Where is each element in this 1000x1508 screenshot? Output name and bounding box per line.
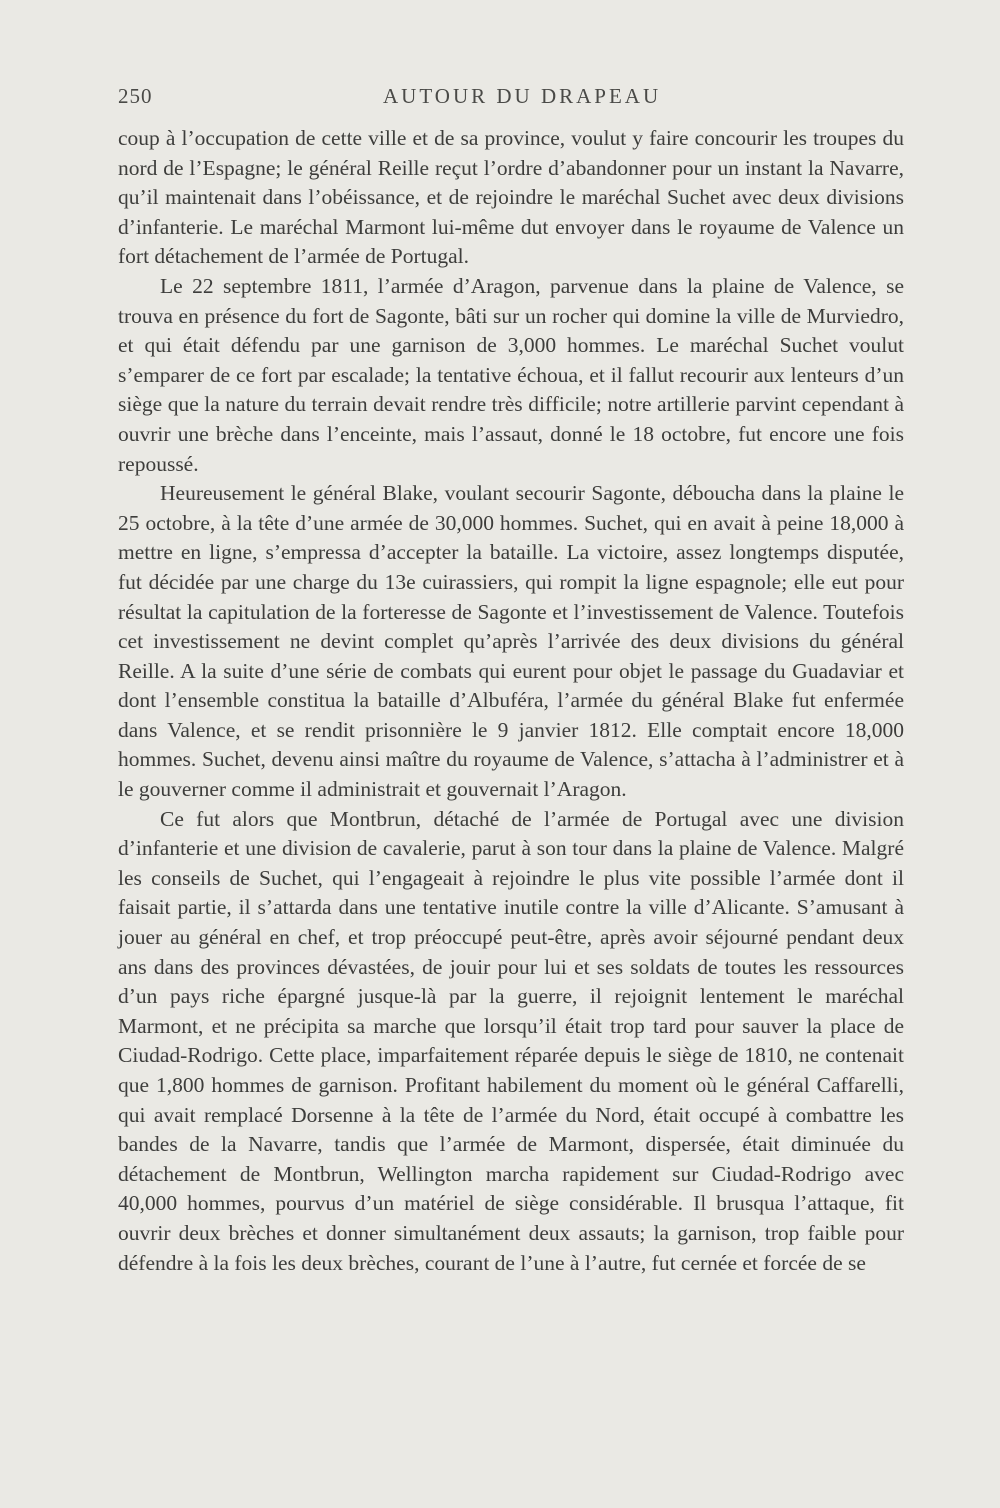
running-title: AUTOUR DU DRAPEAU: [383, 84, 662, 108]
page-header: [118, 84, 904, 118]
paragraph: Le 22 septembre 1811, l’armée d’Aragon, parvenue dans la plaine de Valence, se trouva en présence du fort de Sagonte, bâti sur un rocher qui domine la ville de Murviedro, et qui était défendu par une garnison de 3,000 hommes. Le maréchal Suchet voulut s’emparer de ce fort par escalade; la tentative échoua, et il fallut recourir aux lenteurs d’un siège que la nature du terrain devait rendre très difficile; notre artillerie parvint cependant à ouvrir une brèche dans l’enceinte, mais l’assaut, donné le 18 octobre, fut encore une fois repoussé.: [118, 273, 904, 476]
paragraph: Ce fut alors que Montbrun, détaché de l’armée de Portugal avec une division d’infanterie et une division de cavalerie, parut à son tour dans la plaine de Valence. Malgré les conseils de Suchet, qui l’engageait à rejoindre le plus vite possible l’armée dont il faisait partie, il s’attarda dans une tentative inutile contre la ville d’Alicante. S’amusant à jouer au général en chef, et trop préoccupé peut-être, après avoir séjourné pendant deux ans dans des provinces dévastées, de jouir pour lui et ses soldats de toutes les ressources d’un pays riche épargné jusque-là par la guerre, il rejoignit lentement le maréchal Marmont, et ne précipita sa marche que lorsqu’il était trop tard pour sauver la place de Ciudad-Rodrigo. Cette place, imparfaitement réparée depuis le siège de 1810, ne contenait que 1,800 hommes de garnison. Profitant habilement du moment où le général Caffarelli, qui avait remplacé Dorsenne à la tête de l’armée du Nord, était occupé à combattre les bandes de la Navarre, tandis que l’armée de Marmont, dispersée, était diminuée du détachement de Montbrun, Wellington marcha rapidement sur Ciudad-Rodrigo avec 40,000 hommes, pourvus d’un matériel de siège considérable. Il brusqua l’attaque, fit ouvrir deux brèches et donner simultanément deux assauts; la garnison, trop faible pour défendre à la fois les deux brèches, courant de l’une à l’autre, fut cernée et forcée de se: [118, 806, 904, 1275]
page-number: 250: [118, 84, 153, 108]
body-text: [118, 124, 904, 1278]
paragraph: coup à l’occupation de cette ville et de sa province, voulut y faire concourir les troupes du nord de l’Espagne; le général Reille reçut l’ordre d’abandonner pour un instant la Navarre, qu’il maintenait dans l’obéissance, et de rejoindre le maréchal Suchet avec deux divisions d’infanterie. Le maréchal Marmont lui-même dut envoyer dans le royaume de Valence un fort détachement de l’armée de Portugal.: [118, 126, 904, 269]
paragraph: Heureusement le général Blake, voulant secourir Sagonte, déboucha dans la plaine le 25 octobre, à la tête d’une armée de 30,000 hommes. Suchet, qui en avait à peine 18,000 à mettre en ligne, s’empressa d’accepter la bataille. La victoire, assez longtemps disputée, fut décidée par une charge du 13e cuirassiers, qui rompit la ligne espagnole; elle eut pour résultat la capitulation de la forteresse de Sagonte et l’investissement de Valence. Toutefois cet investissement ne devint complet qu’après l’arrivée des deux divisions du général Reille. A la suite d’une série de combats qui eurent pour objet le passage du Guadaviar et dont l’ensemble constitua la bataille d’Albuféra, l’armée du général Blake fut enfermée dans Valence, et se rendit prisonnière le 9 janvier 1812. Elle comptait encore 18,000 hommes. Suchet, devenu ainsi maître du royaume de Valence, s’attacha à l’administrer et à le gouverner comme il administrait et gouvernait l’Aragon.: [118, 481, 904, 802]
